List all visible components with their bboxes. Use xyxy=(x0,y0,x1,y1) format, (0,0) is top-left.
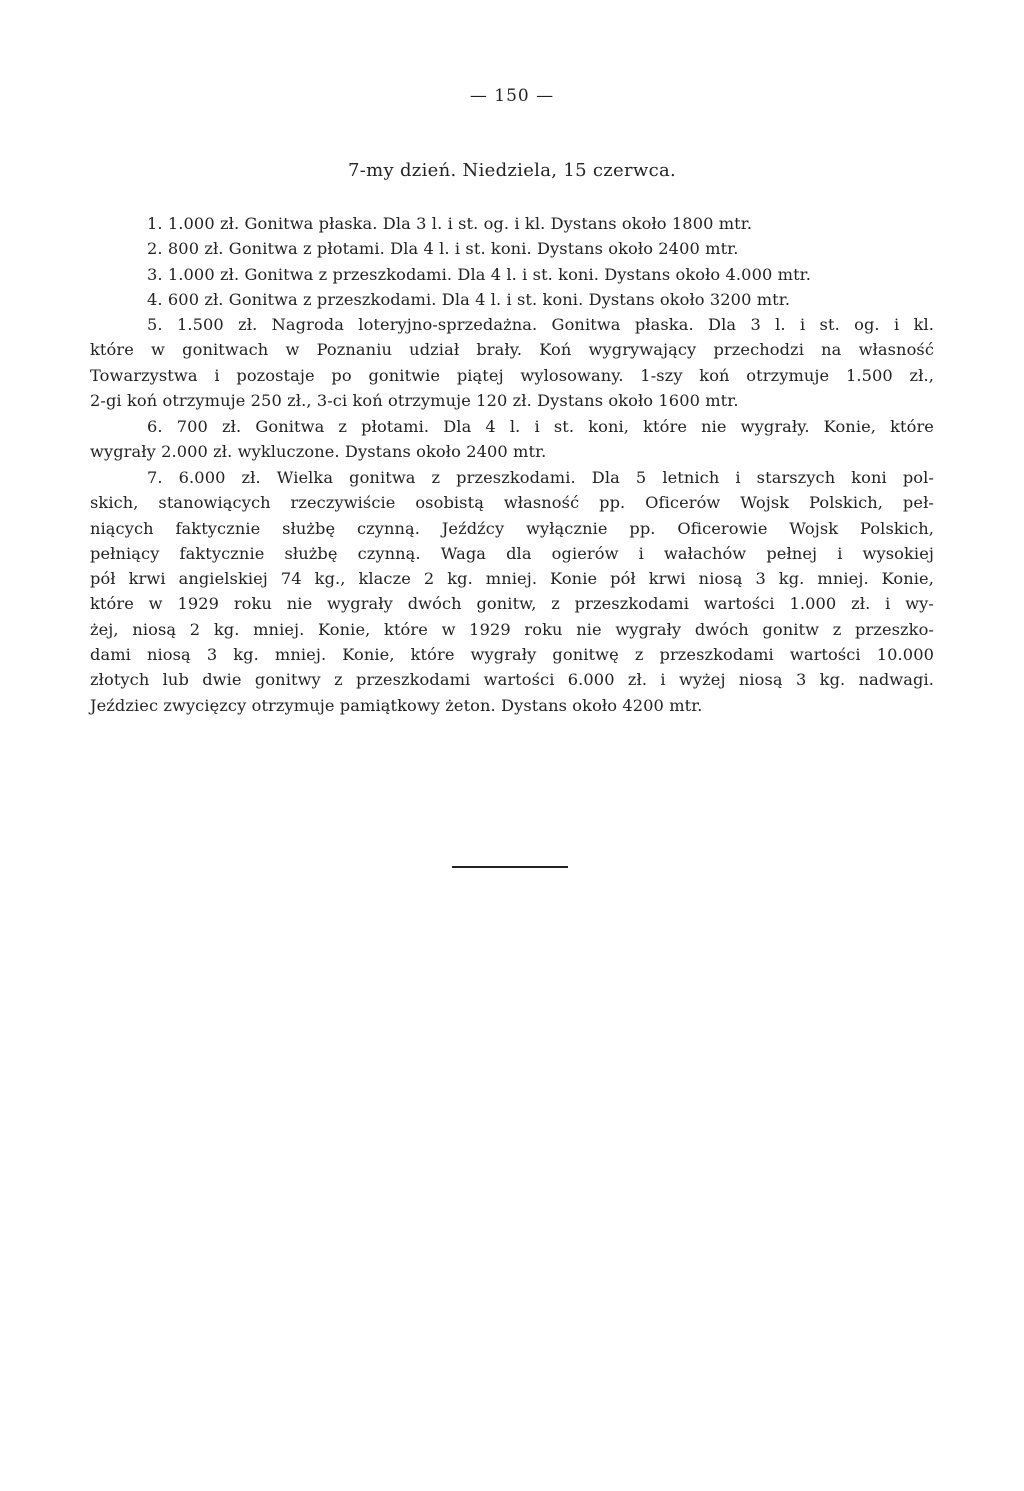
race-line: 3. 1.000 zł. Gonitwa z przeszkodami. Dla 4 l. i st. koni. Dystans około 4.000 mtr. xyxy=(147,265,811,284)
race-line: 6. 700 zł. Gonitwa z płotami. Dla 4 l. i st. koni, które nie wygrały. Konie, które xyxy=(147,417,934,436)
race-line: pół krwi angielskiej 74 kg., klacze 2 kg. mniej. Konie pół krwi niosą 3 kg. mniej. Konie, xyxy=(90,569,934,589)
race-line: wygrały 2.000 zł. wykluczone. Dystans około 2400 mtr. xyxy=(90,442,547,462)
race-entry-1 xyxy=(90,211,934,236)
race-line: złotych lub dwie gonitwy z przeszkodami wartości 6.000 zł. i wyżej niosą 3 kg. nadwagi. xyxy=(90,670,934,690)
race-line: 1. 1.000 zł. Gonitwa płaska. Dla 3 l. i st. og. i kl. Dystans około 1800 mtr. xyxy=(147,214,753,233)
race-line: 5. 1.500 zł. Nagroda loteryjno-sprzedażna. Gonitwa płaska. Dla 3 l. i st. og. i kl. xyxy=(147,315,934,334)
race-entry-6 xyxy=(90,414,934,465)
race-line: żej, niosą 2 kg. mniej. Konie, które w 1929 roku nie wygrały dwóch gonitw z przeszko- xyxy=(90,619,934,639)
race-line: skich, stanowiących rzeczywiście osobistą własność pp. Oficerów Wojsk Polskich, peł- xyxy=(90,493,934,513)
section-divider xyxy=(452,866,568,868)
race-line: pełniący faktycznie służbę czynną. Waga dla ogierów i wałachów pełnej i wysokiej xyxy=(90,543,934,563)
race-line: dami niosą 3 kg. mniej. Konie, które wygrały gonitwę z przeszkodami wartości 10.000 xyxy=(90,645,934,665)
race-line: 2. 800 zł. Gonitwa z płotami. Dla 4 l. i st. koni. Dystans około 2400 mtr. xyxy=(147,239,739,258)
race-entry-5 xyxy=(90,312,934,413)
race-entry-7 xyxy=(90,465,934,718)
race-line: Jeździec zwycięzcy otrzymuje pamiątkowy żeton. Dystans około 4200 mtr. xyxy=(90,695,703,715)
page-number: — 150 — xyxy=(469,86,555,106)
race-entry-3 xyxy=(90,262,934,287)
race-line: Towarzystwa i pozostaje po gonitwie piątej wylosowany. 1-szy koń otrzymuje 1.500 zł., xyxy=(90,365,934,385)
race-line: niących faktycznie służbę czynną. Jeźdźcy wyłącznie pp. Oficerowie Wojsk Polskich, xyxy=(90,518,934,538)
race-line: które w gonitwach w Poznaniu udział brały. Koń wygrywający przechodzi na własność xyxy=(90,340,934,360)
race-line: 7. 6.000 zł. Wielka gonitwa z przeszkodami. Dla 5 letnich i starszych koni pol- xyxy=(147,468,934,487)
race-entry-2 xyxy=(90,236,934,261)
race-line: 4. 600 zł. Gonitwa z przeszkodami. Dla 4 l. i st. koni. Dystans około 3200 mtr. xyxy=(147,290,791,309)
race-line: które w 1929 roku nie wygrały dwóch gonitw, z przeszkodami wartości 1.000 zł. i wy- xyxy=(90,594,934,614)
race-entry-4 xyxy=(90,287,934,312)
day-heading: 7-my dzień. Niedziela, 15 czerwca. xyxy=(347,160,677,181)
race-line: 2-gi koń otrzymuje 250 zł., 3-ci koń otrzymuje 120 zł. Dystans około 1600 mtr. xyxy=(90,390,739,410)
